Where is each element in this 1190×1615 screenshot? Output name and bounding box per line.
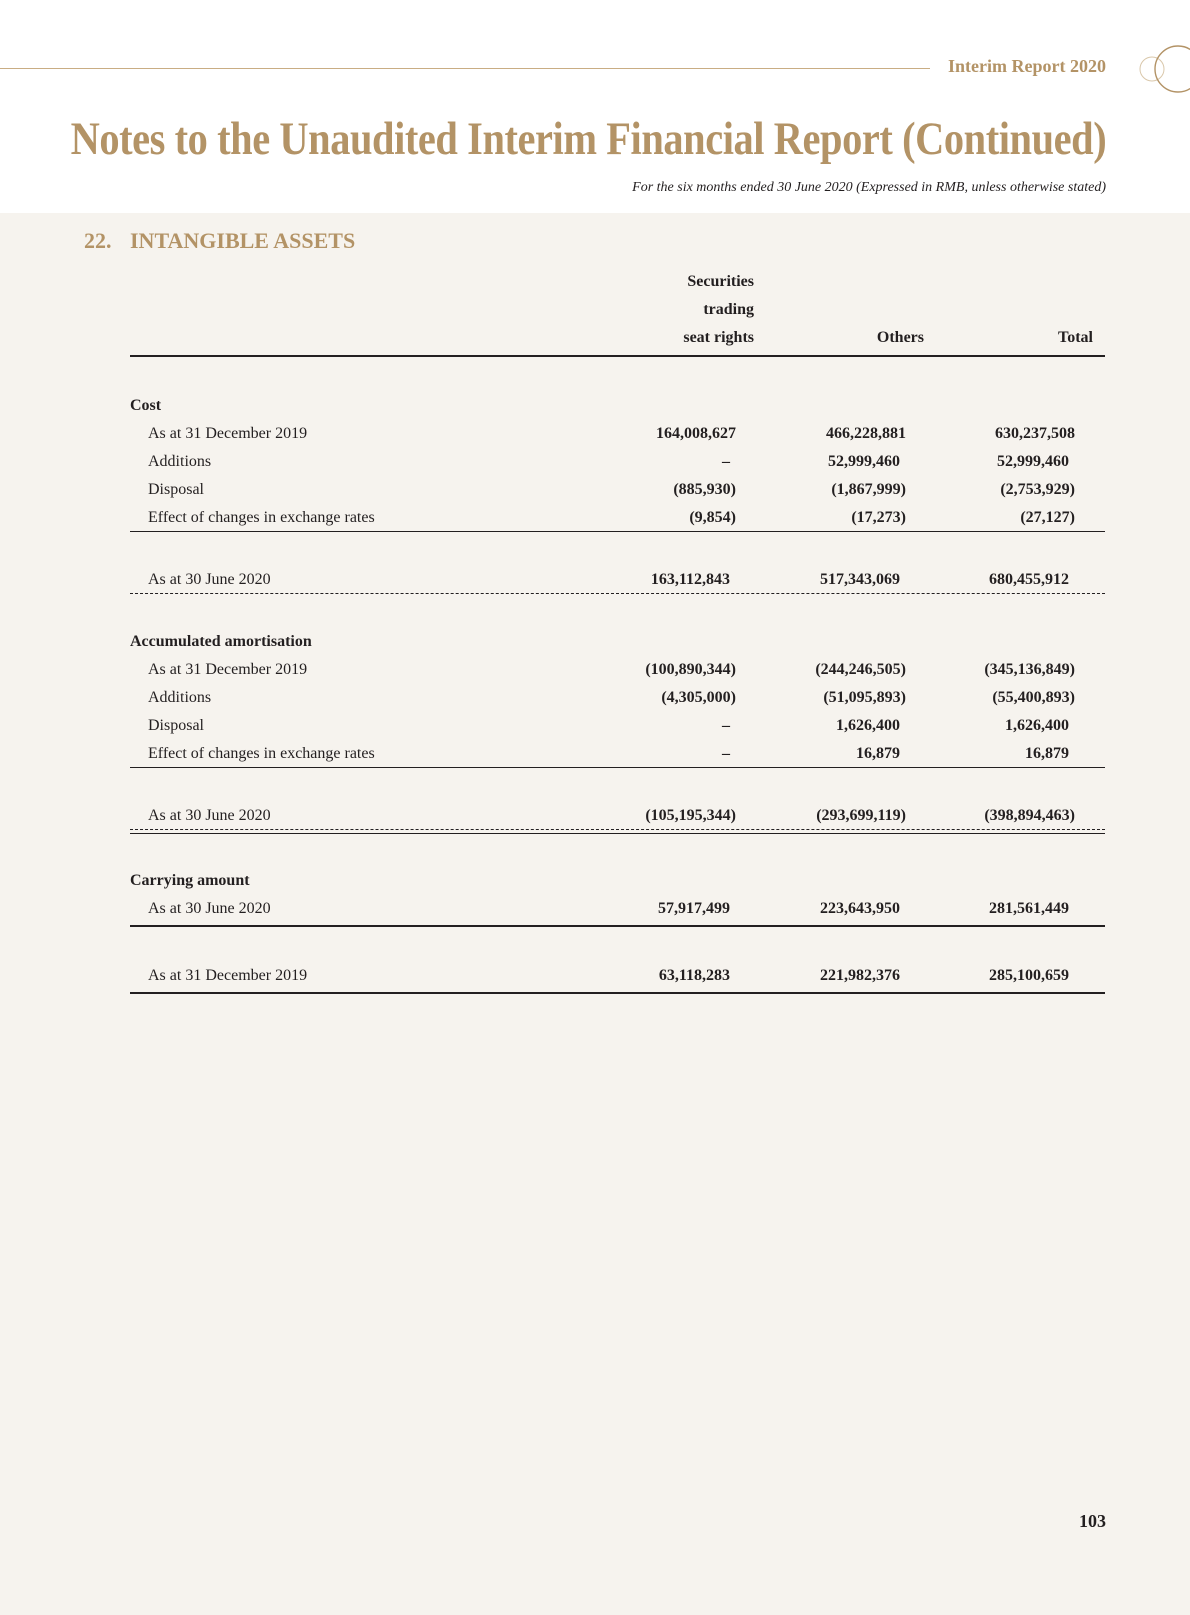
cell-seat-rights: – bbox=[722, 717, 730, 734]
header-underline bbox=[130, 355, 1105, 357]
cell-seat-rights: (105,195,344) bbox=[645, 807, 736, 824]
page-subtitle: For the six months ended 30 June 2020 (Expressed in RMB, unless otherwise stated) bbox=[632, 180, 1106, 195]
cell-seat-rights: (885,930) bbox=[673, 481, 736, 498]
section-heading bbox=[84, 228, 355, 254]
cell-seat-rights: 63,118,283 bbox=[658, 967, 730, 984]
table-row bbox=[130, 656, 1105, 684]
cell-seat-rights: 163,112,843 bbox=[650, 571, 730, 588]
cell-seat-rights: (4,305,000) bbox=[661, 689, 736, 706]
cell-seat-rights: – bbox=[722, 453, 730, 470]
cell-seat-rights: 57,917,499 bbox=[658, 900, 730, 917]
cell-seat-rights: – bbox=[722, 745, 730, 762]
report-label: Interim Report 2020 bbox=[948, 56, 1106, 76]
row-label: Disposal bbox=[148, 717, 204, 734]
dashed-rule bbox=[130, 829, 1105, 830]
cell-others: (244,246,505) bbox=[815, 661, 906, 678]
row-label: As at 31 December 2019 bbox=[148, 425, 308, 442]
cell-total: (55,400,893) bbox=[992, 689, 1075, 706]
cell-total: 630,237,508 bbox=[995, 425, 1075, 442]
row-label: As at 31 December 2019 bbox=[148, 661, 308, 678]
carrying-heading: Carrying amount bbox=[130, 872, 250, 889]
row-label: Effect of changes in exchange rates bbox=[148, 745, 375, 762]
column-header-others bbox=[877, 324, 924, 352]
cell-others: 466,228,881 bbox=[826, 425, 906, 442]
cell-total: 281,561,449 bbox=[989, 900, 1069, 917]
table-row-closing bbox=[130, 802, 1105, 830]
cell-total: (27,127) bbox=[1020, 509, 1075, 526]
cell-total: 16,879 bbox=[1025, 745, 1069, 762]
cell-seat-rights: (9,854) bbox=[689, 509, 736, 526]
column-header-total bbox=[1058, 324, 1093, 352]
table-row bbox=[130, 476, 1105, 504]
row-label: Disposal bbox=[148, 481, 204, 498]
subtotal-rule bbox=[130, 767, 1105, 768]
row-label: As at 30 June 2020 bbox=[148, 571, 271, 588]
cell-total: 285,100,659 bbox=[989, 967, 1069, 984]
cell-total: (2,753,929) bbox=[1000, 481, 1075, 498]
column-header-line: Others bbox=[876, 329, 924, 346]
table-row bbox=[130, 712, 1105, 740]
cell-others: 16,879 bbox=[856, 745, 900, 762]
cell-others: 223,643,950 bbox=[820, 900, 900, 917]
header-rule bbox=[0, 68, 930, 69]
row-label: As at 31 December 2019 bbox=[148, 967, 308, 984]
table-row bbox=[130, 504, 1105, 532]
dashed-rule bbox=[130, 593, 1105, 594]
amortisation-heading-row bbox=[130, 628, 1105, 656]
carrying-heading-row bbox=[130, 867, 1105, 895]
row-label: Additions bbox=[148, 689, 212, 706]
cell-total: 1,626,400 bbox=[1005, 717, 1069, 734]
cell-total: 680,455,912 bbox=[989, 571, 1069, 588]
cell-total: 52,999,460 bbox=[997, 453, 1069, 470]
cell-seat-rights: 164,008,627 bbox=[656, 425, 736, 442]
page-number: 103 bbox=[1079, 1511, 1106, 1531]
cell-others: (51,095,893) bbox=[823, 689, 906, 706]
column-header-line: trading bbox=[703, 301, 754, 318]
row-label: As at 30 June 2020 bbox=[148, 807, 271, 824]
amortisation-heading: Accumulated amortisation bbox=[130, 633, 312, 650]
cell-others: 1,626,400 bbox=[836, 717, 900, 734]
cost-heading: Cost bbox=[130, 397, 162, 414]
table-row bbox=[130, 962, 1105, 990]
column-header-line: seat rights bbox=[683, 329, 754, 346]
circles-logo-icon bbox=[1138, 44, 1190, 100]
cell-seat-rights: (100,890,344) bbox=[645, 661, 736, 678]
cell-total: (345,136,849) bbox=[984, 661, 1075, 678]
section-number: 22. bbox=[84, 228, 112, 253]
cell-others: (293,699,119) bbox=[816, 807, 906, 824]
section-end-rule bbox=[130, 833, 1105, 834]
table-row bbox=[130, 420, 1105, 448]
section-title: INTANGIBLE ASSETS bbox=[130, 228, 356, 253]
table-row bbox=[130, 740, 1105, 768]
cell-others: (1,867,999) bbox=[831, 481, 906, 498]
total-rule bbox=[130, 992, 1105, 994]
row-label: Additions bbox=[148, 453, 212, 470]
table-row bbox=[130, 448, 1105, 476]
total-rule bbox=[130, 925, 1105, 927]
column-header-seat-rights bbox=[683, 268, 754, 352]
cell-others: 517,343,069 bbox=[820, 571, 900, 588]
row-label: As at 30 June 2020 bbox=[148, 900, 271, 917]
cost-heading-row bbox=[130, 392, 1105, 420]
table-row bbox=[130, 684, 1105, 712]
table-row-closing bbox=[130, 566, 1105, 594]
column-header-line: Total bbox=[1058, 329, 1093, 346]
page-title: Notes to the Unaudited Interim Financial Report (Continued) bbox=[70, 113, 1106, 165]
table-row bbox=[130, 895, 1105, 923]
cell-others: (17,273) bbox=[851, 509, 906, 526]
row-label: Effect of changes in exchange rates bbox=[148, 509, 375, 526]
column-header-line: Securities bbox=[687, 273, 754, 290]
cell-total: (398,894,463) bbox=[984, 807, 1075, 824]
cell-others: 221,982,376 bbox=[820, 967, 900, 984]
cell-others: 52,999,460 bbox=[828, 453, 900, 470]
subtotal-rule bbox=[130, 531, 1105, 532]
